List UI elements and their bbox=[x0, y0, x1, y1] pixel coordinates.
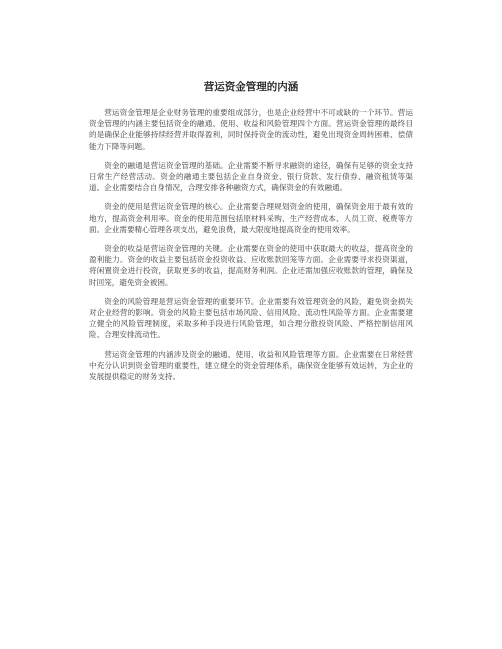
paragraph: 资金的使用是营运资金管理的核心。企业需要合理规划资金的使用，确保资金用于最有效的地方，提高资金利用率。资金的使用范围包括原材料采购、生产经营成本、人员工资、税费等方面。企业需要精心管理各项支出，避免浪费，最大限度地提高资金的使用效率。 bbox=[89, 202, 413, 234]
document-body bbox=[89, 107, 413, 390]
paragraph: 资金的风险管理是营运资金管理的重要环节。企业需要有效管理资金的风险，避免资金损失对企业经营的影响。资金的风险主要包括市场风险、信用风险、流动性风险等方面。企业需要建立健全的风险管理制度，采取多种手段进行风险管理，如合理分散投资风险、严格控制信用风险、合理安排流动性。 bbox=[89, 296, 413, 340]
paragraph: 营运资金管理的内涵涉及资金的融通、使用、收益和风险管理等方面。企业需要在日常经营中充分认识到资金管理的重要性，建立健全的资金管理体系，确保资金能够有效运转，为企业的发展提供稳定的财务支持。 bbox=[89, 349, 413, 382]
document-title: 营运资金管理的内涵 bbox=[203, 81, 299, 93]
paragraph: 资金的融通是营运资金管理的基础。企业需要不断寻求融资的途径，确保有足够的资金支持日常生产经营活动。资金的融通主要包括企业自身资金、银行贷款、发行债券、融资租赁等渠道。企业需要结合自身情况，合理安排各种融资方式，确保资金的有效融通。 bbox=[89, 160, 413, 193]
paragraph: 营运资金管理是企业财务管理的重要组成部分，也是企业经营中不可或缺的一个环节。营运资金管理的内涵主要包括资金的融通、使用、收益和风险管理四个方面。营运资金管理的最终目的是确保企业能够持续经营并取得盈利，同时保持资金的流动性，避免出现资金周转困难、偿债能力下降等问题。 bbox=[89, 108, 413, 151]
paragraph: 资金的收益是营运资金管理的关键。企业需要在资金的使用中获取最大的收益，提高资金的盈利能力。资金的收益主要包括资金投资收益、应收账款回笼等方面。企业需要寻求投资渠道，将闲置资金进行投资，获取更多的收益，提高财务利润。企业还需加强应收账款的管理，确保及时回笼，避免资金被困。 bbox=[89, 244, 413, 287]
